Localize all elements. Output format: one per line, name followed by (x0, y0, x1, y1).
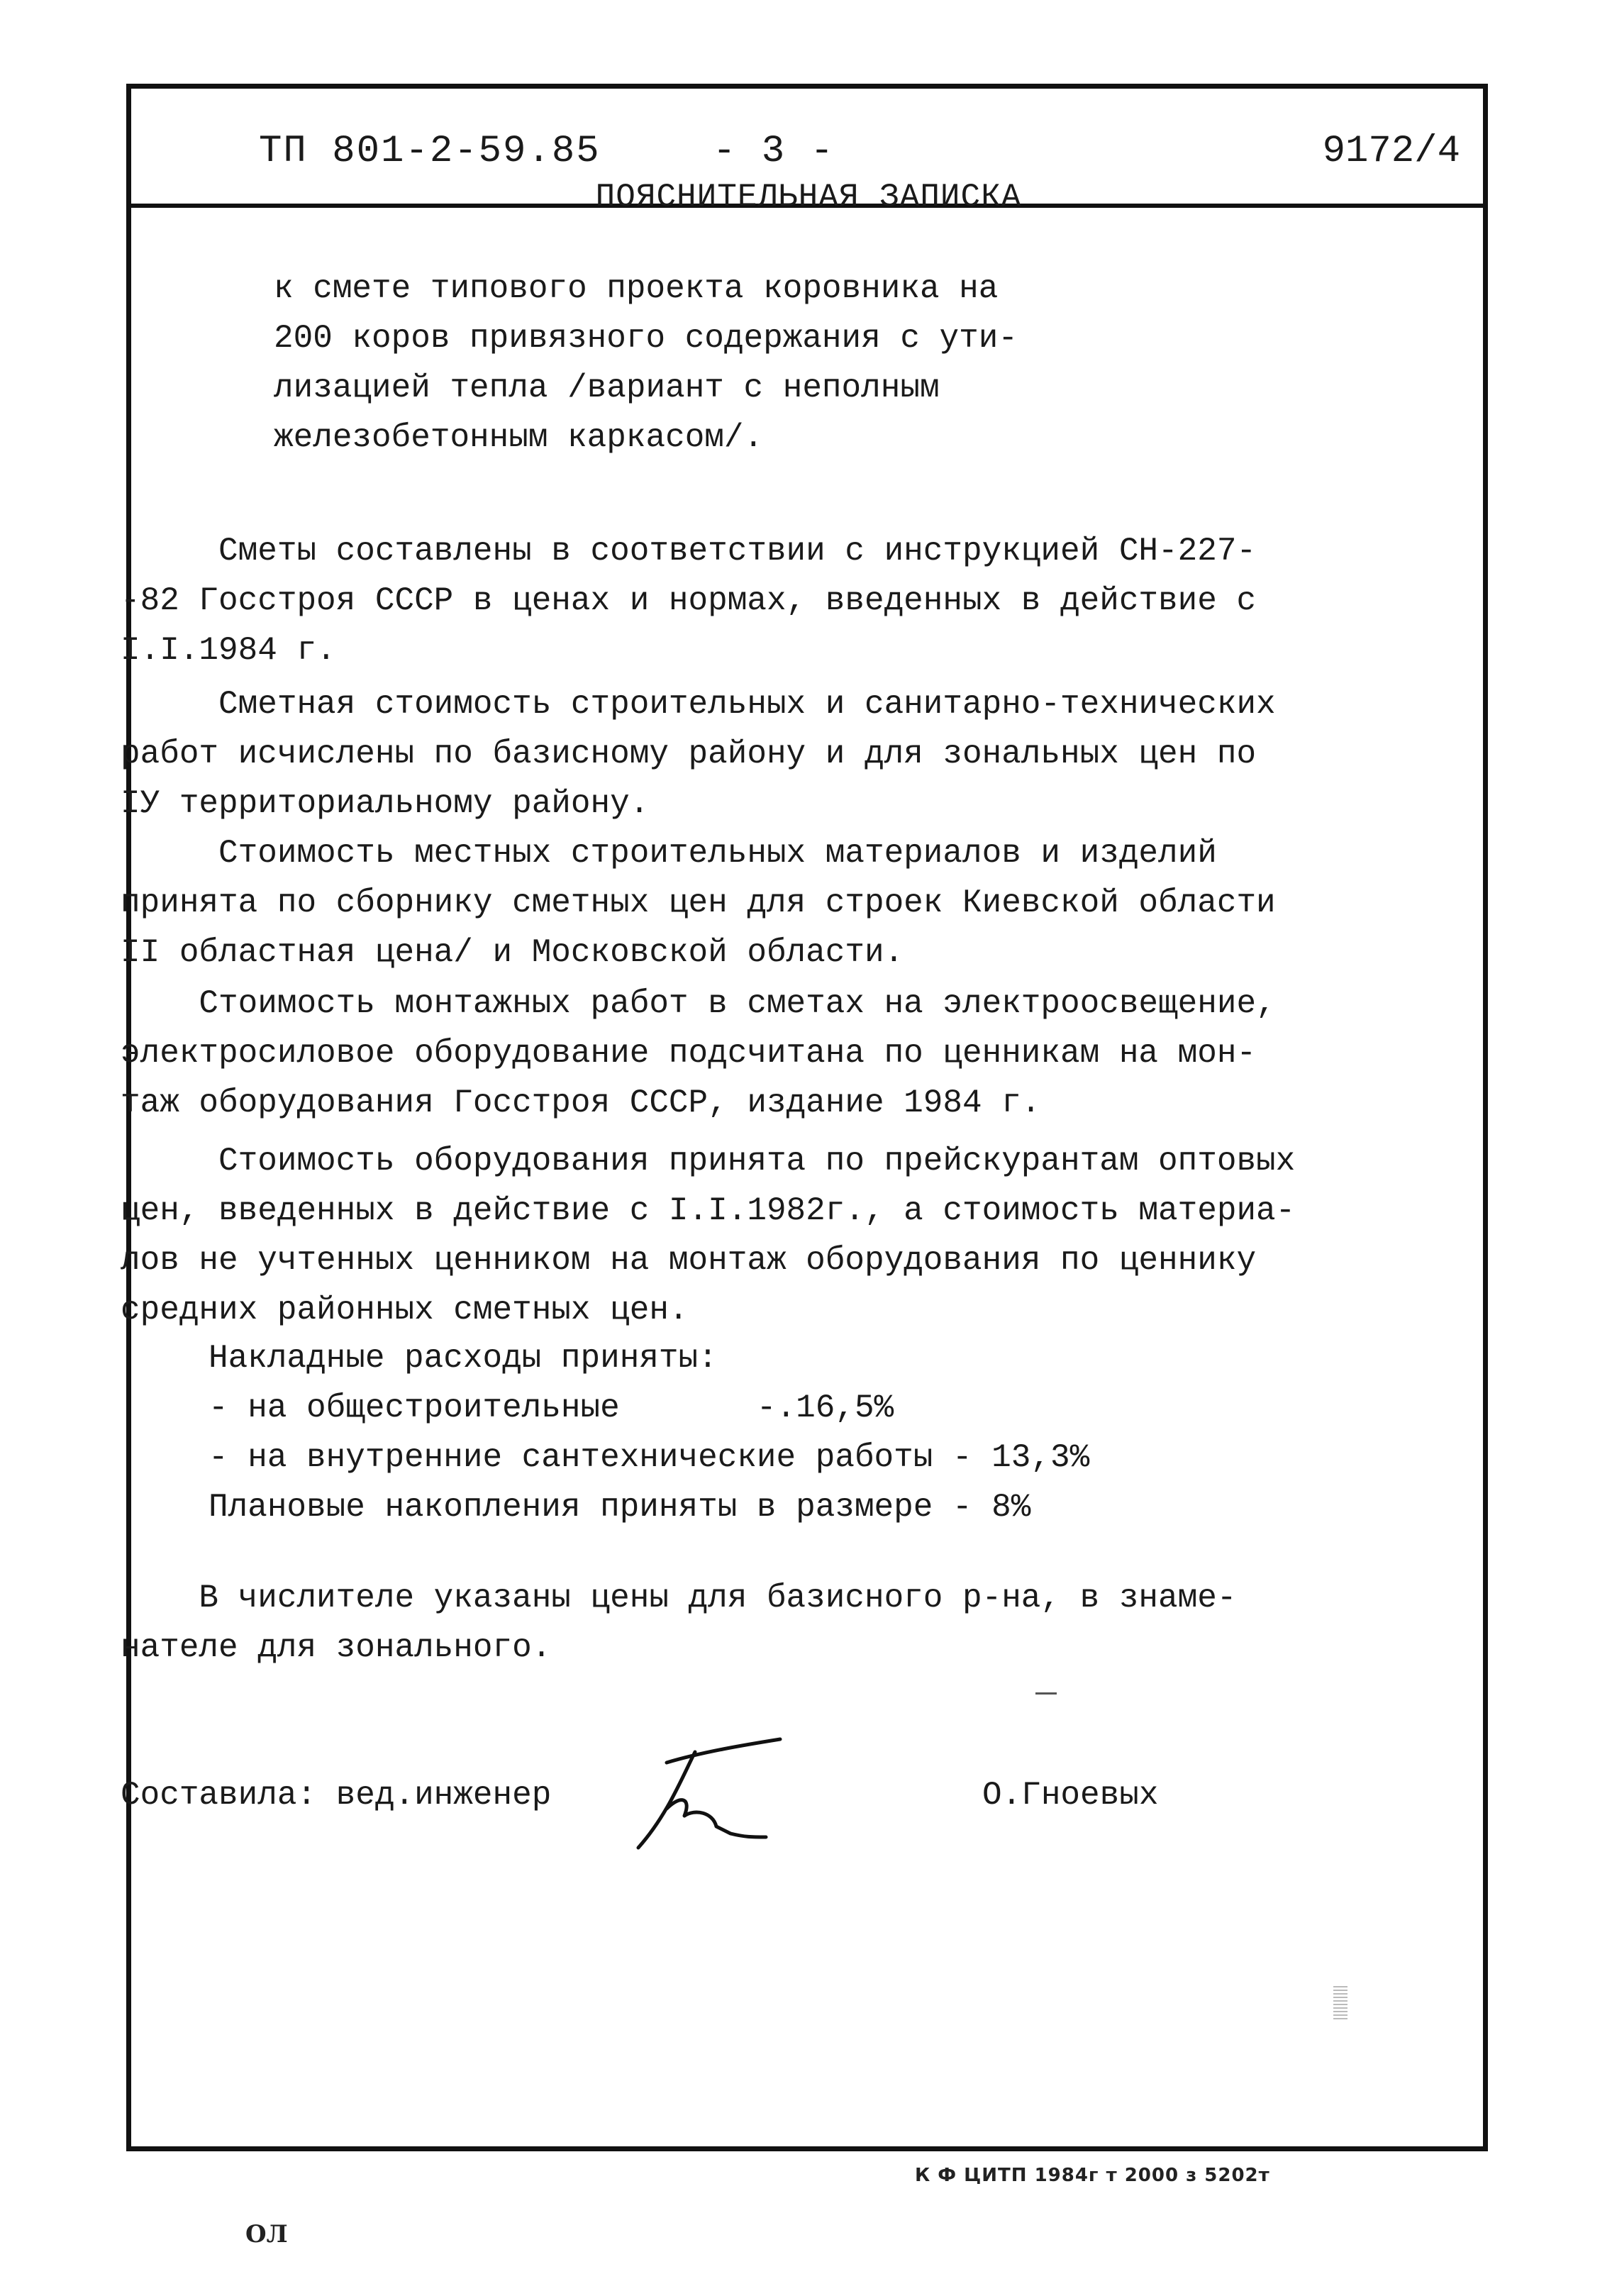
subtitle-block (274, 264, 1018, 462)
text-line: цен, введенных в действие с I.I.1982г., а стоимость материа- (121, 1192, 1296, 1229)
subtitle-line: железобетонным каркасом/. (274, 419, 764, 456)
overhead-heading: Накладные расходы приняты: (209, 1340, 718, 1377)
text-line: Стоимость монтажных работ в сметах на электроосвещение, (121, 985, 1276, 1022)
paragraph-local-materials (121, 828, 1340, 977)
paragraph-closing (121, 1573, 1340, 1673)
text-line: электросиловое оборудование подсчитана по ценникам на мон- (121, 1035, 1257, 1072)
paragraph-installation (121, 979, 1340, 1128)
text-line: средних районных сметных цен. (121, 1292, 689, 1329)
text-line: работ исчислены по базисному району и для зональных цен по (121, 736, 1257, 772)
text-line: IУ территориальному району. (121, 785, 650, 822)
subtitle-line: лизацией тепла /вариант с неполным (274, 370, 940, 406)
text-line: Сметы составлены в соответствии с инструкцией СН-227- (121, 533, 1257, 570)
text-line: принята по сборнику сметных цен для строек Киевской области (121, 884, 1276, 921)
project-code: ТП 801-2-59.85 (259, 130, 601, 173)
text-line: нателе для зонального. (121, 1629, 552, 1666)
text-line: В числителе указаны цены для базисного р-на, в знаме- (121, 1580, 1237, 1616)
corner-mark: ОЛ (245, 2220, 288, 2248)
text-line: II областная цена/ и Московской области. (121, 934, 904, 971)
stray-mark (1035, 1692, 1057, 1695)
text-line: лов не учтенных ценником на монтаж оборудования по ценнику (121, 1242, 1257, 1279)
paragraph-equipment (121, 1136, 1340, 1335)
handwritten-signature (624, 1731, 787, 1865)
planned-savings: Плановые накопления приняты в размере - 8% (209, 1489, 1031, 1526)
text-line: Стоимость местных строительных материалов и изделий (121, 835, 1217, 872)
paragraph-norms (121, 526, 1340, 675)
subtitle-line: к смете типового проекта коровника на (274, 270, 999, 307)
overhead-list (209, 1333, 1089, 1532)
text-line: I.I.1984 г. (121, 632, 336, 669)
side-stamp (1333, 1986, 1348, 2022)
document-number: 9172/4 (1322, 130, 1460, 173)
overhead-item: - на общестроительные -.16,5% (209, 1390, 894, 1426)
printer-mark: К Ф ЦИТП 1984г т 2000 з 5202т (915, 2165, 1270, 2186)
overhead-item: - на внутренние сантехнические работы - 13,3% (209, 1439, 1090, 1476)
text-line: Сметная стоимость строительных и санитарно-технических (121, 686, 1276, 723)
signer-name: О.Гноевых (982, 1777, 1159, 1814)
paragraph-construction-cost (121, 680, 1340, 828)
signature-label: Составила: вед.инженер (121, 1777, 552, 1814)
text-line: таж оборудования Госстроя СССР, издание 1984 г. (121, 1085, 1041, 1121)
text-line: -82 Госстроя СССР в ценах и нормах, введенных в действие с (121, 582, 1257, 619)
text-line: Стоимость оборудования принята по прейскурантам оптовых (121, 1143, 1296, 1180)
subtitle-line: 200 коров привязного содержания с ути- (274, 320, 1018, 357)
page-title: ПОЯСНИТЕЛЬНАЯ ЗАПИСКА (595, 179, 1022, 216)
page-number: - 3 - (713, 130, 835, 173)
